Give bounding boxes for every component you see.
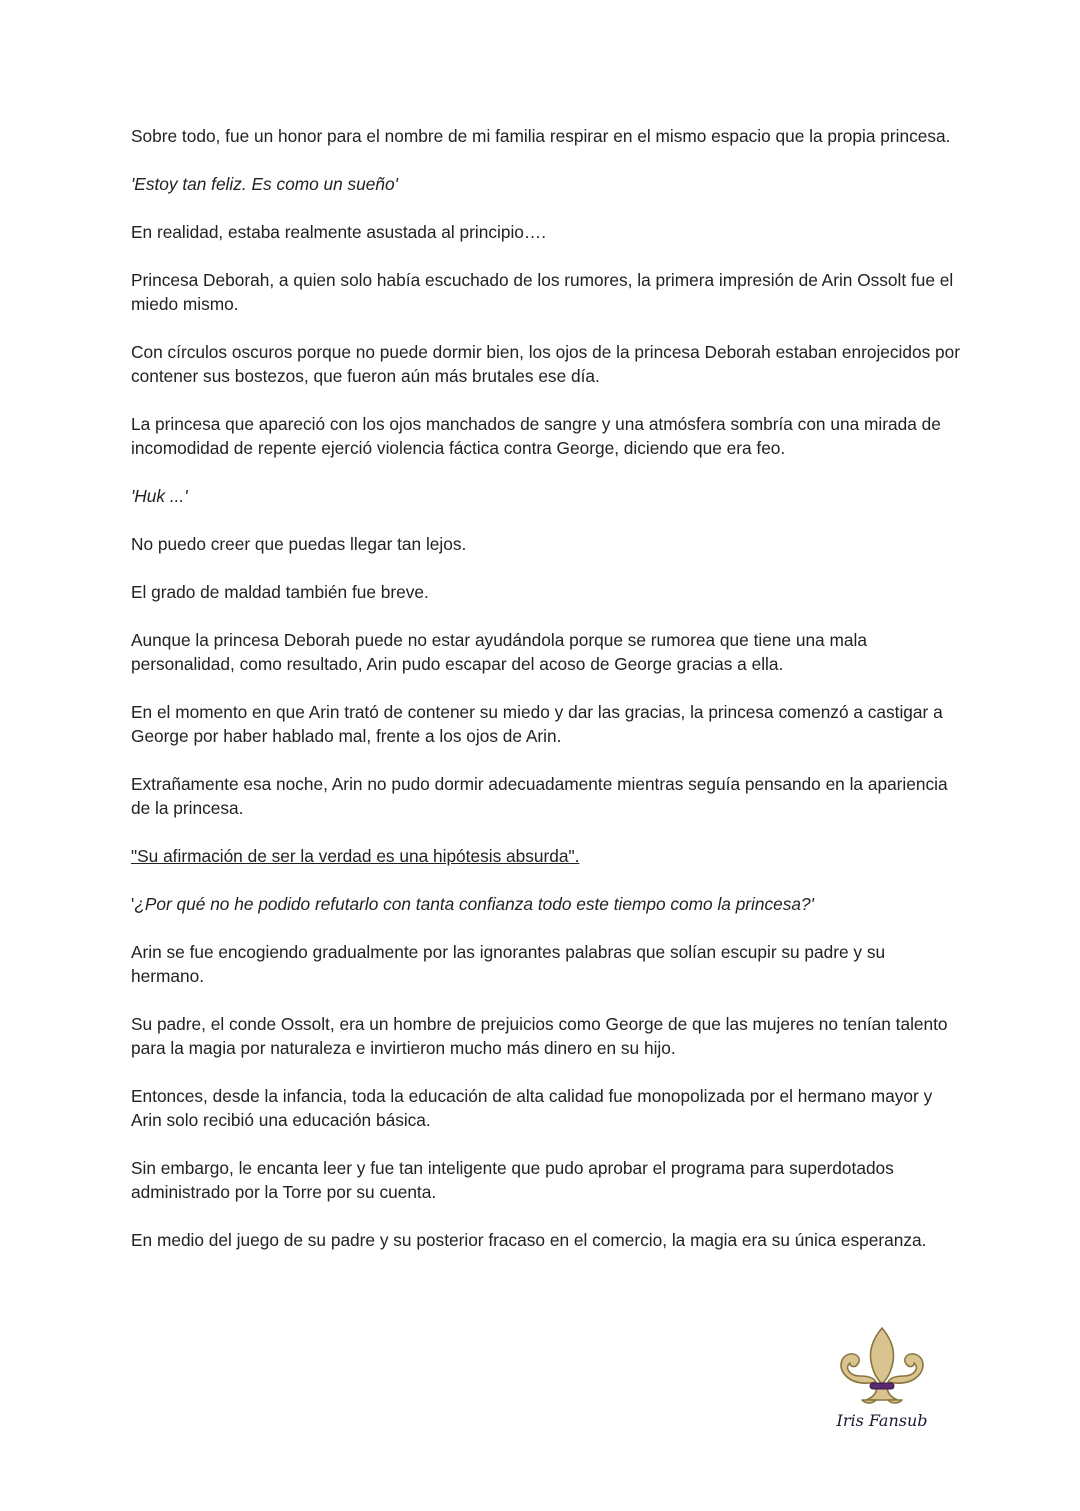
paragraph: Sobre todo, fue un honor para el nombre de mi familia respirar en el mismo espacio que la propia princesa. (131, 126, 951, 146)
paragraph: En medio del juego de su padre y su posterior fracaso en el comercio, la magia era su única esperanza. (131, 1230, 927, 1250)
paragraph: Sin embargo, le encanta leer y fue tan inteligente que pudo aprobar el programa para superdotados administrado por la Torre por su cuenta. (131, 1158, 894, 1202)
paragraph-thought: 'Huk ...' (131, 486, 188, 506)
paragraph: Extrañamente esa noche, Arin no pudo dormir adecuadamente mientras seguía pensando en la apariencia de la princesa. (131, 774, 948, 818)
paragraph: En el momento en que Arin trató de contener su miedo y dar las gracias, la princesa comenzó a castigar a George por haber hablado mal, frente a los ojos de Arin. (131, 702, 943, 746)
paragraph-thought (131, 892, 961, 916)
paragraph: Su padre, el conde Ossolt, era un hombre de prejuicios como George de que las mujeres no tenían talento para la magia por naturaleza e invirtieron mucho más dinero en su hijo. (131, 1014, 948, 1058)
underlined-quote: "Su afirmación de ser la verdad es una hipótesis absurda". (131, 846, 580, 866)
paragraph: Princesa Deborah, a quien solo había escuchado de los rumores, la primera impresión de Arin Ossolt fue el miedo mismo. (131, 270, 954, 314)
paragraph: Aunque la princesa Deborah puede no estar ayudándola porque se rumorea que tiene una mala personalidad, como resultado, Arin pudo escapar del acoso de George gracias a ella. (131, 630, 867, 674)
thought-text: ¿Por qué no he podido refutarlo con tanta confianza todo este tiempo como la princesa?' (134, 894, 814, 914)
paragraph: En realidad, estaba realmente asustada al principio…. (131, 222, 546, 242)
fleur-de-lis-icon (832, 1326, 932, 1406)
paragraph-quote (131, 844, 961, 868)
paragraph: Con círculos oscuros porque no puede dormir bien, los ojos de la princesa Deborah estaban enrojecidos por contener sus bostezos, que fueron aún más brutales ese día. (131, 342, 961, 386)
paragraph: El grado de maldad también fue breve. (131, 582, 429, 602)
paragraph: Entonces, desde la infancia, toda la educación de alta calidad fue monopolizada por el hermano mayor y Arin solo recibió una educación básica. (131, 1086, 933, 1130)
paragraph: No puedo creer que puedas llegar tan lejos. (131, 534, 467, 554)
paragraph-thought: 'Estoy tan feliz. Es como un sueño' (131, 174, 398, 194)
iris-fansub-logo (832, 1326, 932, 1438)
paragraph: La princesa que apareció con los ojos manchados de sangre y una atmósfera sombría con una mirada de incomodidad de repente ejerció violencia fáctica contra George, diciendo que era feo. (131, 414, 941, 458)
paragraph: Arin se fue encogiendo gradualmente por las ignorantes palabras que solían escupir su padre y su hermano. (131, 942, 886, 986)
logo-text: Iris Fansub (836, 1411, 928, 1430)
quote-mark: ' (131, 894, 135, 914)
document-body (131, 124, 961, 1276)
